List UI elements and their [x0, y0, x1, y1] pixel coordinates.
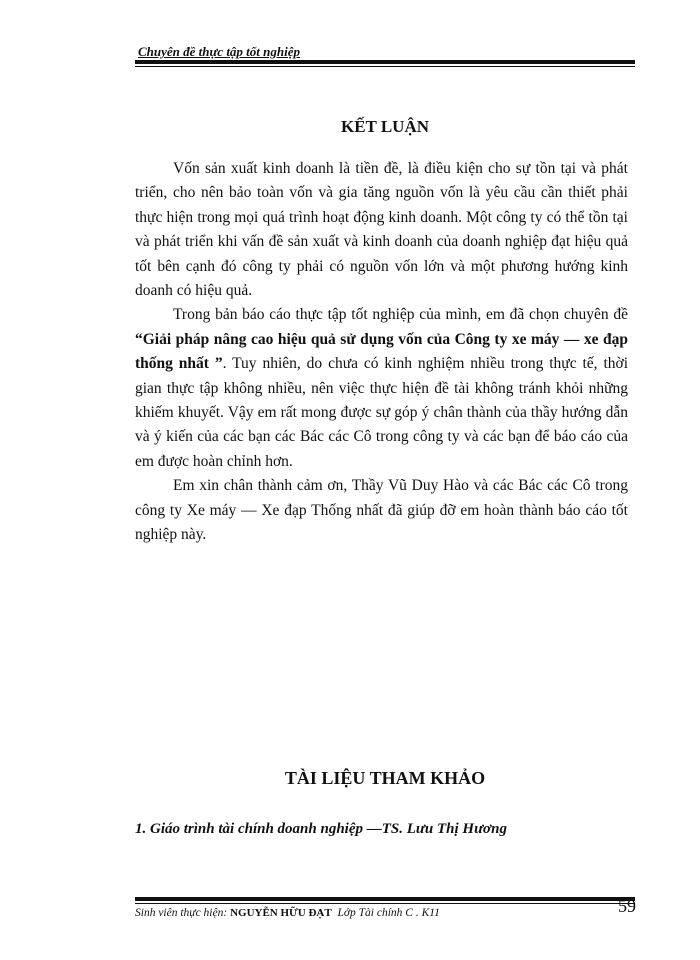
footer-credit — [135, 907, 440, 919]
conclusion-body — [135, 157, 628, 548]
paragraph-2-rest: . Tuy nhiên, do chưa có kinh nghiệm nhiều trong thực tế, thời gian thực tập không nhiều, nên việc thực hiện đề tài không tránh khỏi những khiếm khuyết. Vậy em rất mong được sự góp ý chân thành của thầy hướng dẫn và ý kiến của các bạn các Bác các Cô trong công ty và các bạn để báo cáo của em được hoàn chỉnh hơn. — [135, 355, 629, 470]
references-heading: TÀI LIỆU THAM KHẢO — [284, 768, 486, 788]
header-rule-thick — [135, 60, 635, 64]
student-name: NGUYỄN HỮU ĐẠT — [230, 907, 332, 919]
class-label: Lớp Tài chính C . K11 — [337, 907, 440, 919]
conclusion-heading: KẾT LUẬN — [340, 117, 429, 136]
running-header: Chuyên đề thực tập tốt nghiệp — [138, 44, 300, 59]
reference-item: 1. Giáo trình tài chính doanh nghiệp —TS. Lưu Thị Hương — [135, 821, 507, 837]
page-number: 59 — [618, 896, 636, 916]
thesis-title: “Giải pháp nâng cao hiệu quả sử dụng vốn của Công ty xe máy — xe đạp thống nhất ” — [135, 330, 628, 373]
footer-prefix: Sinh viên thực hiện: — [135, 907, 231, 919]
header-rule-thin — [135, 66, 635, 67]
footer-rule-thin — [135, 903, 635, 904]
conclusion-paragraph-3: Em xin chân thành cảm ơn, Thầy Vũ Duy Hào và các Bác các Cô trong công ty Xe máy — Xe đạp Thống nhất đã giúp đỡ em hoàn thành báo cáo tốt nghiệp này. — [135, 477, 628, 544]
paragraph-2-intro: Trong bản báo cáo thực tập tốt nghiệp của mình, em đã chọn chuyên đề — [173, 306, 628, 324]
footer-rule-thick — [135, 897, 635, 901]
conclusion-paragraph-1: Vốn sản xuất kinh doanh là tiền đề, là điều kiện cho sự tồn tại và phát triển, cho nên bảo toàn vốn và gia tăng nguồn vốn là yêu cầu cần thiết phải thực hiện trong mọi quá trình hoạt động kinh doanh. Một công ty có thể tồn tại và phát triển khi vấn đề sản xuất và kinh doanh của doanh nghiệp đạt hiệu quả tốt bên cạnh đó công ty phải có nguồn vốn lớn và một phương hướng kinh doanh có hiệu quả. — [135, 160, 628, 300]
conclusion-paragraph-2 — [135, 303, 628, 474]
